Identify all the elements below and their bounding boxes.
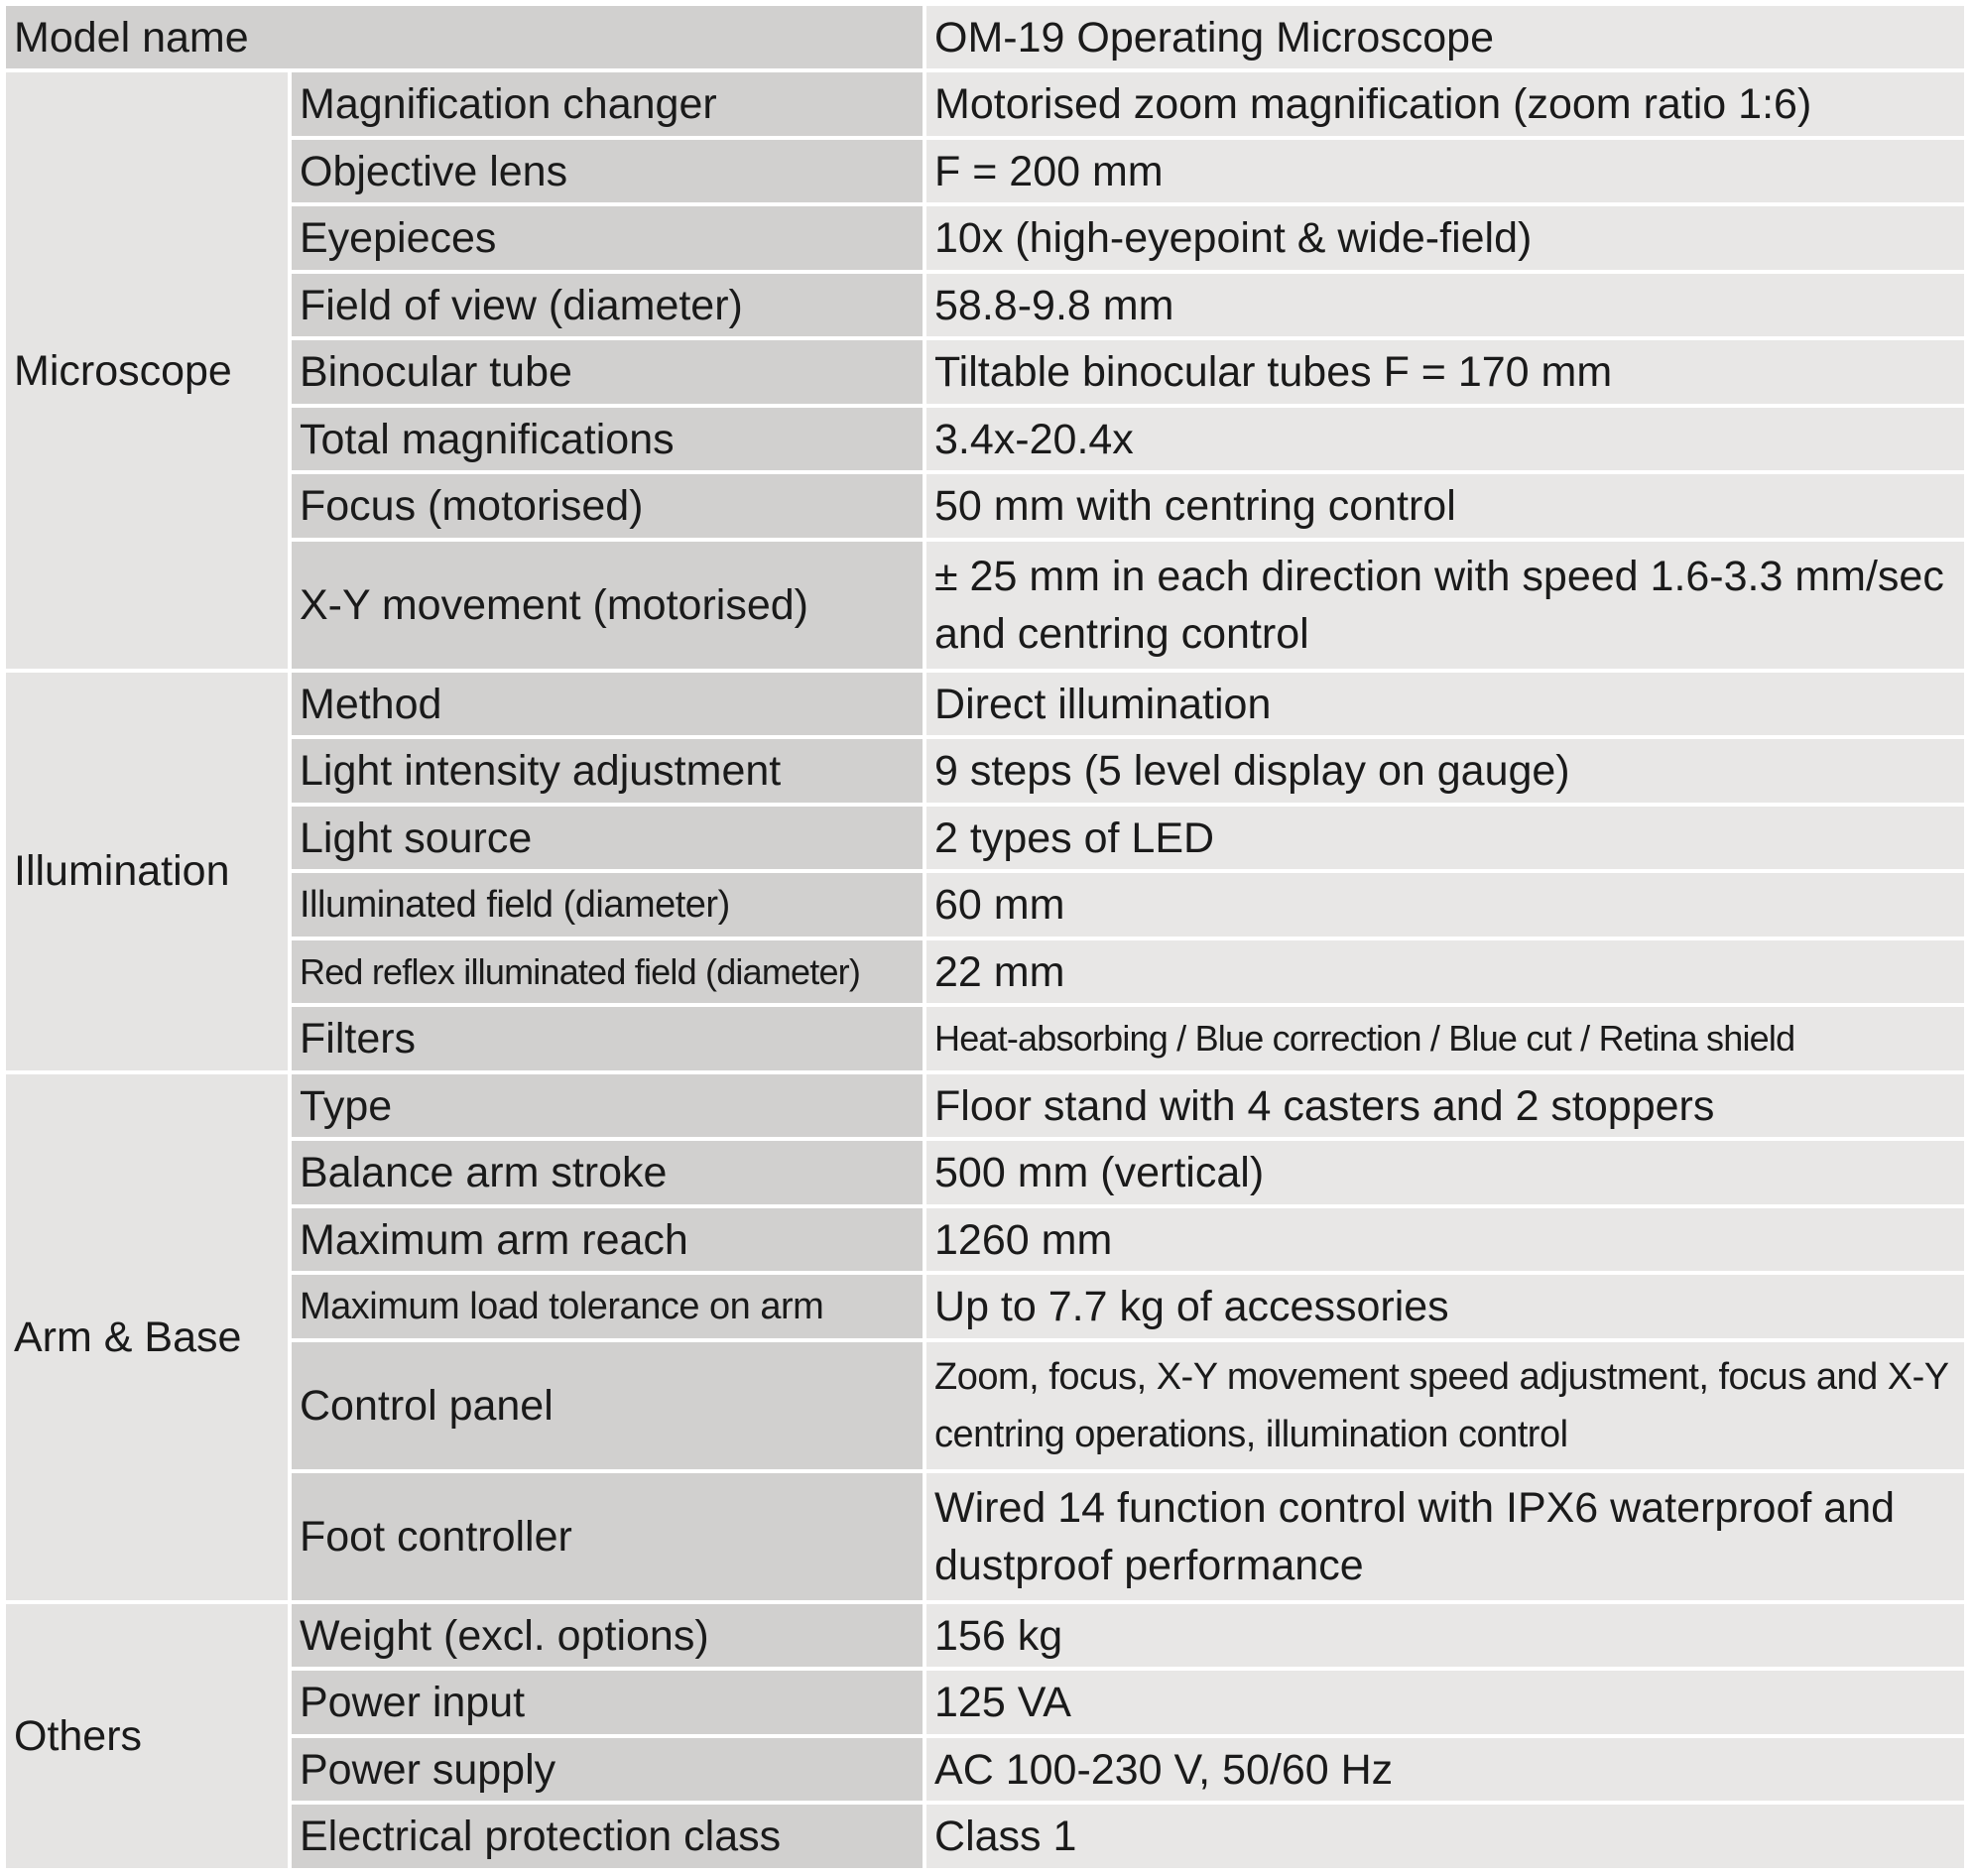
- table-row: [6, 474, 1964, 537]
- table-row: [6, 673, 1964, 735]
- table-row: [6, 1342, 1964, 1469]
- table-row: [6, 274, 1964, 336]
- row-label: Power supply: [292, 1738, 923, 1801]
- table-row: [6, 206, 1964, 269]
- table-row: [6, 408, 1964, 470]
- row-value: Motorised zoom magnification (zoom ratio 1:6): [926, 72, 1964, 135]
- table-row: [6, 542, 1964, 669]
- row-label: Filters: [292, 1007, 923, 1069]
- row-value: Direct illumination: [926, 673, 1964, 735]
- row-value: AC 100-230 V, 50/60 Hz: [926, 1738, 1964, 1801]
- table-row: [6, 1671, 1964, 1733]
- row-value: 500 mm (vertical): [926, 1141, 1964, 1203]
- row-value: ± 25 mm in each direction with speed 1.6-3.3 mm/sec and centring control: [926, 542, 1964, 669]
- table-row: [6, 72, 1964, 135]
- row-label: Total magnifications: [292, 408, 923, 470]
- table-row: [6, 1007, 1964, 1069]
- row-value: 22 mm: [926, 940, 1964, 1003]
- table-row: [6, 739, 1964, 802]
- spec-table: [2, 2, 1968, 1872]
- row-value: Zoom, focus, X-Y movement speed adjustment, focus and X-Y centring operations, illumination control: [926, 1342, 1964, 1469]
- model-name-value: OM-19 Operating Microscope: [926, 6, 1964, 68]
- row-label: Electrical protection class: [292, 1805, 923, 1868]
- row-label: Field of view (diameter): [292, 274, 923, 336]
- row-value: Up to 7.7 kg of accessories: [926, 1275, 1964, 1337]
- row-label: Maximum load tolerance on arm: [292, 1275, 923, 1337]
- row-value: 2 types of LED: [926, 807, 1964, 869]
- row-value: 3.4x-20.4x: [926, 408, 1964, 470]
- row-label: Eyepieces: [292, 206, 923, 269]
- table-row: [6, 1805, 1964, 1868]
- group-microscope: Microscope: [6, 72, 288, 668]
- table-row: [6, 340, 1964, 403]
- table-row: [6, 873, 1964, 936]
- row-label: Focus (motorised): [292, 474, 923, 537]
- row-label: Maximum arm reach: [292, 1208, 923, 1271]
- table-row: [6, 1141, 1964, 1203]
- row-label: Light intensity adjustment: [292, 739, 923, 802]
- table-row: [6, 1208, 1964, 1271]
- row-label: Objective lens: [292, 140, 923, 202]
- row-value: Class 1: [926, 1805, 1964, 1868]
- row-label: Method: [292, 673, 923, 735]
- row-label: Balance arm stroke: [292, 1141, 923, 1203]
- row-label: Illuminated field (diameter): [292, 873, 923, 936]
- table-row: [6, 1473, 1964, 1600]
- row-value: Tiltable binocular tubes F = 170 mm: [926, 340, 1964, 403]
- row-value: F = 200 mm: [926, 140, 1964, 202]
- row-label: Weight (excl. options): [292, 1604, 923, 1667]
- row-value: 125 VA: [926, 1671, 1964, 1733]
- table-row: [6, 1604, 1964, 1667]
- row-value: 58.8-9.8 mm: [926, 274, 1964, 336]
- row-value: Heat-absorbing / Blue correction / Blue cut / Retina shield: [926, 1007, 1964, 1069]
- table-row: [6, 1275, 1964, 1337]
- row-label: Binocular tube: [292, 340, 923, 403]
- row-value: 60 mm: [926, 873, 1964, 936]
- group-arm-base: Arm & Base: [6, 1074, 288, 1600]
- row-label: X-Y movement (motorised): [292, 542, 923, 669]
- row-value: 9 steps (5 level display on gauge): [926, 739, 1964, 802]
- table-row: [6, 1738, 1964, 1801]
- row-label: Power input: [292, 1671, 923, 1733]
- row-label: Red reflex illuminated field (diameter): [292, 940, 923, 1003]
- group-illumination: Illumination: [6, 673, 288, 1070]
- row-value: 10x (high-eyepoint & wide-field): [926, 206, 1964, 269]
- row-label: Light source: [292, 807, 923, 869]
- table-row: [6, 940, 1964, 1003]
- table-row: [6, 140, 1964, 202]
- row-value: 156 kg: [926, 1604, 1964, 1667]
- row-value: 1260 mm: [926, 1208, 1964, 1271]
- table-row: [6, 807, 1964, 869]
- header-row: [6, 6, 1964, 68]
- group-others: Others: [6, 1604, 288, 1868]
- row-label: Foot controller: [292, 1473, 923, 1600]
- row-label: Control panel: [292, 1342, 923, 1469]
- row-label: Magnification changer: [292, 72, 923, 135]
- row-value: 50 mm with centring control: [926, 474, 1964, 537]
- table-row: [6, 1074, 1964, 1137]
- row-value: Wired 14 function control with IPX6 waterproof and dustproof performance: [926, 1473, 1964, 1600]
- row-label: Type: [292, 1074, 923, 1137]
- row-value: Floor stand with 4 casters and 2 stoppers: [926, 1074, 1964, 1137]
- model-name-label: Model name: [6, 6, 923, 68]
